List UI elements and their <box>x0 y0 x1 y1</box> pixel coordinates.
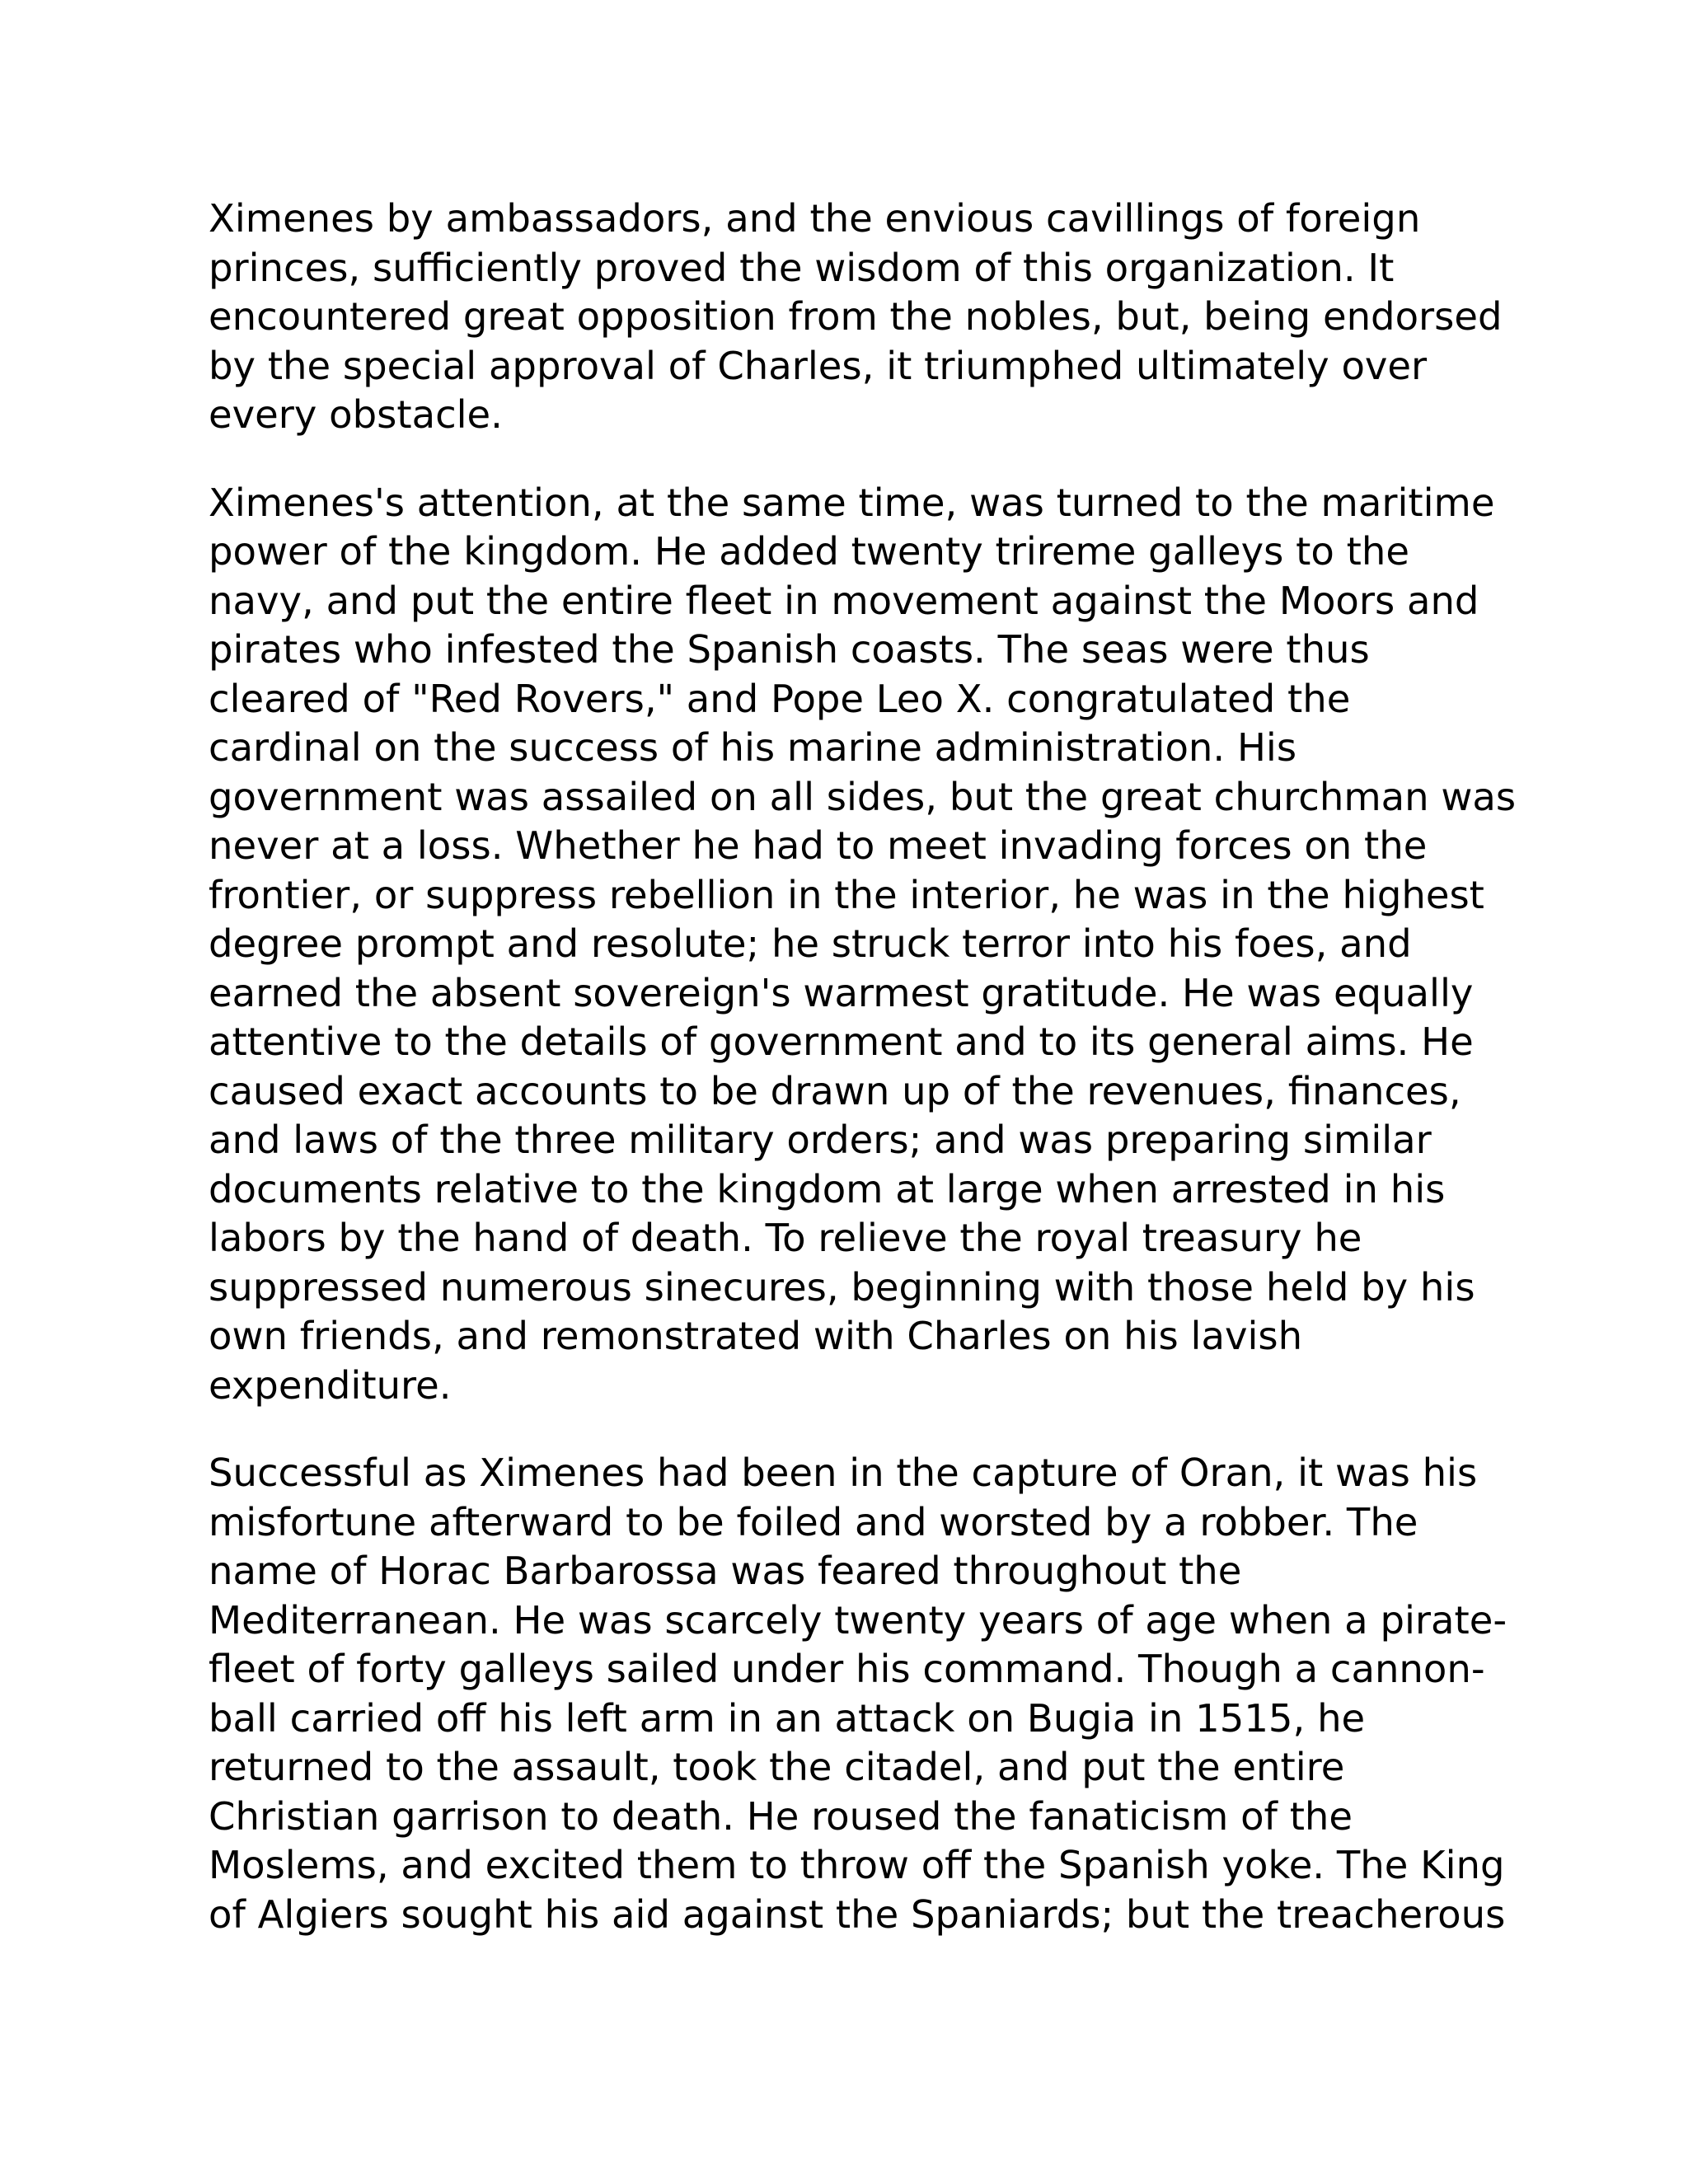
text-line: cardinal on the success of his marine administration. His <box>209 725 1297 770</box>
text-line: earned the absent sovereign's warmest gratitude. He was equally <box>209 970 1474 1015</box>
text-line: of Algiers sought his aid against the Spaniards; but the treacherous <box>209 1891 1506 1937</box>
text-line: labors by the hand of death. To relieve the royal treasury he <box>209 1216 1362 1260</box>
paragraph-2 <box>209 479 1517 1411</box>
text-line: documents relative to the kingdom at large when arrested in his <box>209 1166 1446 1212</box>
text-line: own friends, and remonstrated with Charles on his lavish <box>209 1314 1303 1358</box>
text-line: frontier, or suppress rebellion in the interior, he was in the highest <box>209 872 1484 917</box>
text-line: ball carried off his left arm in an attack on Bugia in 1515, he <box>209 1695 1366 1741</box>
text-line: Mediterranean. He was scarcely twenty years of age when a pirate- <box>209 1597 1507 1643</box>
text-line: never at a loss. Whether he had to meet invading forces on the <box>209 823 1428 868</box>
text-line: returned to the assault, took the citadel, and put the entire <box>209 1745 1345 1789</box>
text-line: attentive to the details of government and to its general aims. He <box>209 1019 1474 1064</box>
text-line: cleared of "Red Rovers," and Pope Leo X. congratulated the <box>209 676 1351 721</box>
text-line: caused exact accounts to be drawn up of the revenues, finances, <box>209 1068 1461 1113</box>
text-line: Successful as Ximenes had been in the capture of Oran, it was his <box>209 1451 1478 1495</box>
text-line: by the special approval of Charles, it triumphed ultimately over <box>209 343 1428 388</box>
text-line: fleet of forty galleys sailed under his command. Though a cannon- <box>209 1647 1485 1691</box>
text-line: every obstacle. <box>209 392 503 437</box>
paragraph-1 <box>209 194 1503 440</box>
text-line: princes, sufficiently proved the wisdom of this organization. It <box>209 245 1395 290</box>
text-line: and laws of the three military orders; and was preparing similar <box>209 1118 1432 1162</box>
text-line: government was assailed on all sides, but the great churchman was <box>209 774 1517 819</box>
text-line: suppressed numerous sinecures, beginning with those held by his <box>209 1264 1475 1310</box>
text-line: Ximenes's attention, at the same time, was turned to the maritime <box>209 480 1495 525</box>
paragraph-3 <box>209 1449 1507 1939</box>
text-line: Christian garrison to death. He roused the fanaticism of the <box>209 1793 1353 1839</box>
text-line: misfortune afterward to be foiled and worsted by a robber. The <box>209 1499 1418 1544</box>
text-line: pirates who infested the Spanish coasts. The seas were thus <box>209 627 1370 672</box>
text-line: Moslems, and excited them to throw off the Spanish yoke. The King <box>209 1843 1505 1887</box>
text-line: degree prompt and resolute; he struck terror into his foes, and <box>209 921 1412 966</box>
body-text <box>209 194 1517 1978</box>
text-line: navy, and put the entire fleet in movement against the Moors and <box>209 578 1479 623</box>
text-line: encountered great opposition from the nobles, but, being endorsed <box>209 294 1503 339</box>
text-line: Ximenes by ambassadors, and the envious cavillings of foreign <box>209 196 1421 241</box>
text-line: name of Horac Barbarossa was feared throughout the <box>209 1549 1242 1593</box>
text-line: expenditure. <box>209 1362 452 1408</box>
text-line: power of the kingdom. He added twenty trireme galleys to the <box>209 529 1409 574</box>
